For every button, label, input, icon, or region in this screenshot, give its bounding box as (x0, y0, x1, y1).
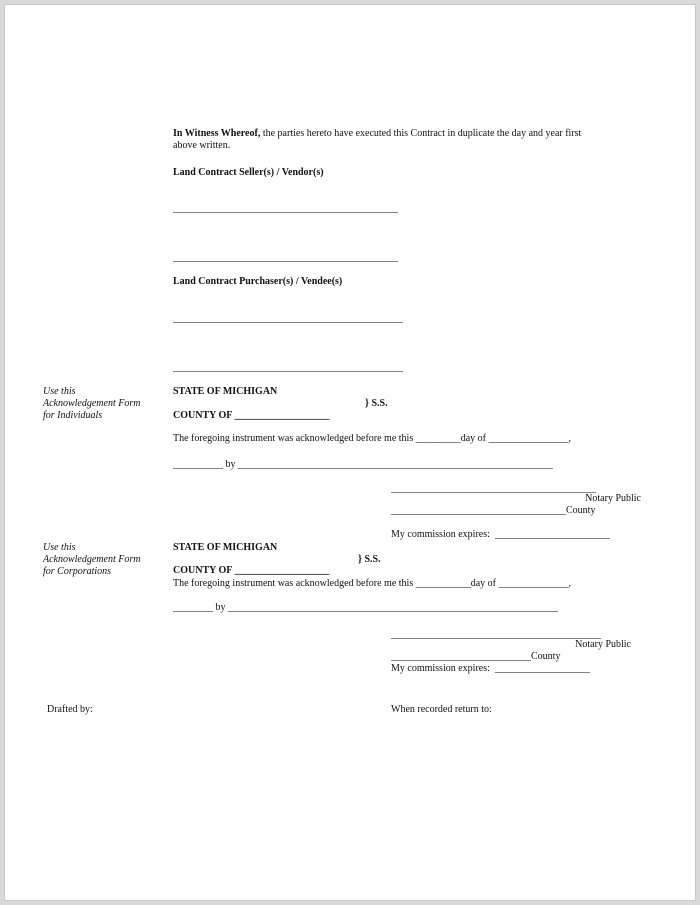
seller-signature-line-1[interactable]: _____________________________________________ (173, 203, 398, 214)
individuals-notary-signature-line[interactable]: _________________________________________ (391, 483, 596, 494)
witness-lead: In Witness Whereof, (173, 128, 261, 139)
purchaser-signature-line-1[interactable]: ______________________________________________ (173, 313, 403, 324)
corporations-by-line[interactable]: ________ by __________________________________________________________________ (173, 602, 558, 613)
corporations-notary-public: Notary Public (575, 639, 631, 650)
corporations-note-line-3: for Corporations (43, 566, 112, 577)
purchaser-heading: Land Contract Purchaser(s) / Vendee(s) (173, 276, 343, 287)
corporations-note-line-2: Acknowledgement Form (43, 554, 141, 565)
individuals-county[interactable]: COUNTY OF ___________________ (173, 410, 330, 421)
individuals-note-line-2: Acknowledgement Form (43, 398, 141, 409)
individuals-note-line-1: Use this (43, 386, 76, 397)
individuals-note-line-3: for Individuals (43, 410, 103, 421)
witness-line-1 (173, 128, 581, 140)
individuals-by-line[interactable]: __________ by _______________________________________________________________ (173, 459, 553, 470)
corporations-notary-signature-line[interactable]: __________________________________________ (391, 629, 601, 640)
corporations-note-line-1: Use this (43, 542, 76, 553)
individuals-state: STATE OF MICHIGAN (173, 386, 278, 397)
corporations-ss: } S.S. (358, 554, 381, 565)
corporations-acknowledgement[interactable]: The foregoing instrument was acknowledged before me this ___________day of ______________, (173, 578, 571, 589)
individuals-ss: } S.S. (365, 398, 388, 409)
seller-heading: Land Contract Seller(s) / Vendor(s) (173, 167, 324, 178)
corporations-county[interactable]: COUNTY OF ___________________ (173, 565, 330, 576)
return-to-label: When recorded return to: (391, 704, 492, 715)
witness-line-2: above written. (173, 140, 231, 151)
corporations-state: STATE OF MICHIGAN (173, 542, 278, 553)
individuals-commission-expires[interactable]: My commission expires: _______________________ (391, 529, 610, 540)
individuals-acknowledgement[interactable]: The foregoing instrument was acknowledged before me this _________day of ________________, (173, 433, 571, 444)
drafted-by-label: Drafted by: (47, 704, 93, 715)
purchaser-signature-line-2[interactable]: ______________________________________________ (173, 362, 403, 373)
seller-signature-line-2[interactable]: _____________________________________________ (173, 252, 398, 263)
individuals-notary-public: Notary Public (585, 493, 641, 504)
corporations-commission-expires[interactable]: My commission expires: ___________________ (391, 663, 590, 674)
individuals-county-line[interactable]: ___________________________________County (391, 505, 596, 516)
corporations-county-line[interactable]: ____________________________County (391, 651, 561, 662)
witness-text: the parties hereto have executed this Contract in duplicate the day and year first (260, 128, 582, 139)
